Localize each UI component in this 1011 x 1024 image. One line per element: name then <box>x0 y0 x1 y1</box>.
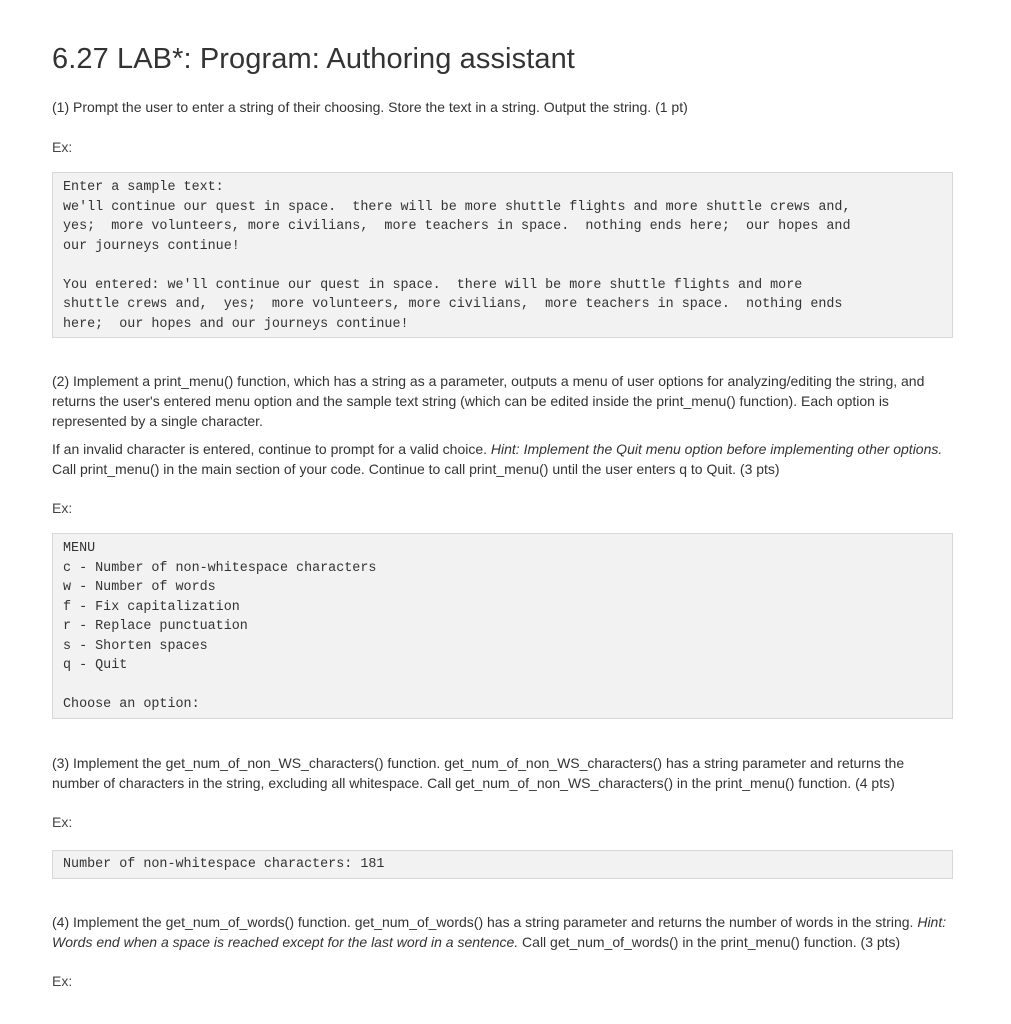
section4-text-end: Call get_num_of_words() in the print_menu() function. (3 pts) <box>518 934 901 950</box>
section2-paragraph-1: (2) Implement a print_menu() function, which has a string as a parameter, outputs a menu of user options for analyzing/editing the string, and returns the user's entered menu option and the sample text string (which can be edited inside the print_menu() function). Each option is represented by a single character. <box>52 373 925 429</box>
section2-hint: Hint: Implement the Quit menu option before implementing other options. <box>490 441 943 457</box>
code-line: we'll continue our quest in space. there will be more shuttle flights and more shuttle crews and, <box>63 199 851 215</box>
section4-hint: Hint: Words end when a space is reached except for the last word in a sentence. <box>52 914 947 950</box>
example-label-3: Ex: <box>52 814 73 830</box>
example-menu <box>52 533 953 719</box>
menu-option: c - Number of non-whitespace characters <box>63 560 377 576</box>
section2-paragraph-2 <box>52 439 953 479</box>
section1-text: (1) Prompt the user to enter a string of their choosing. Store the text in a string. Output the string. (1 pt) <box>52 99 688 115</box>
section2-text: If an invalid character is entered, continue to prompt for a valid choice. <box>52 441 491 457</box>
menu-option: f - Fix capitalization <box>63 599 240 615</box>
code-line: Number of non-whitespace characters: 181 <box>63 857 385 872</box>
code-line: Enter a sample text: <box>63 180 224 195</box>
menu-prompt: Choose an option: <box>63 697 200 712</box>
example-label-1: Ex: <box>52 139 73 155</box>
example-output-3 <box>52 850 953 879</box>
menu-option: w - Number of words <box>63 580 216 595</box>
section4-text-start: (4) Implement the get_num_of_words() function. get_num_of_words() has a string parameter and returns the number of words in the string. <box>52 914 918 930</box>
code-line: our journeys continue! <box>63 238 240 254</box>
example-label-4: Ex: <box>52 973 73 989</box>
page-title: 6.27 LAB*: Program: Authoring assistant <box>52 43 575 75</box>
section2-text-end: Call print_menu() in the main section of your code. Continue to call print_menu() until the user enters q to Quit. (3 pts) <box>52 461 780 477</box>
example-output-1 <box>52 172 953 338</box>
menu-option: q - Quit <box>63 658 128 673</box>
section3-text: (3) Implement the get_num_of_non_WS_characters() function. get_num_of_non_WS_characters() has a string parameter and returns the number of characters in the string, excluding all whitespace. Call get_num_of_non_WS_characters() in the print_menu() function. (4 pts) <box>52 755 905 791</box>
section4-text <box>52 912 953 952</box>
menu-title: MENU <box>63 541 96 556</box>
example-label-2: Ex: <box>52 500 73 516</box>
code-line: here; our hopes and our journeys continue! <box>63 316 409 332</box>
menu-option: r - Replace punctuation <box>63 619 248 634</box>
menu-option: s - Shorten spaces <box>63 638 208 654</box>
code-line: yes; more volunteers, more civilians, more teachers in space. nothing ends here; our hopes and <box>63 219 851 234</box>
code-line: shuttle crews and, yes; more volunteers, more civilians, more teachers in space. nothing ends <box>63 297 843 312</box>
code-line: You entered: we'll continue our quest in space. there will be more shuttle flights and more <box>63 277 803 293</box>
